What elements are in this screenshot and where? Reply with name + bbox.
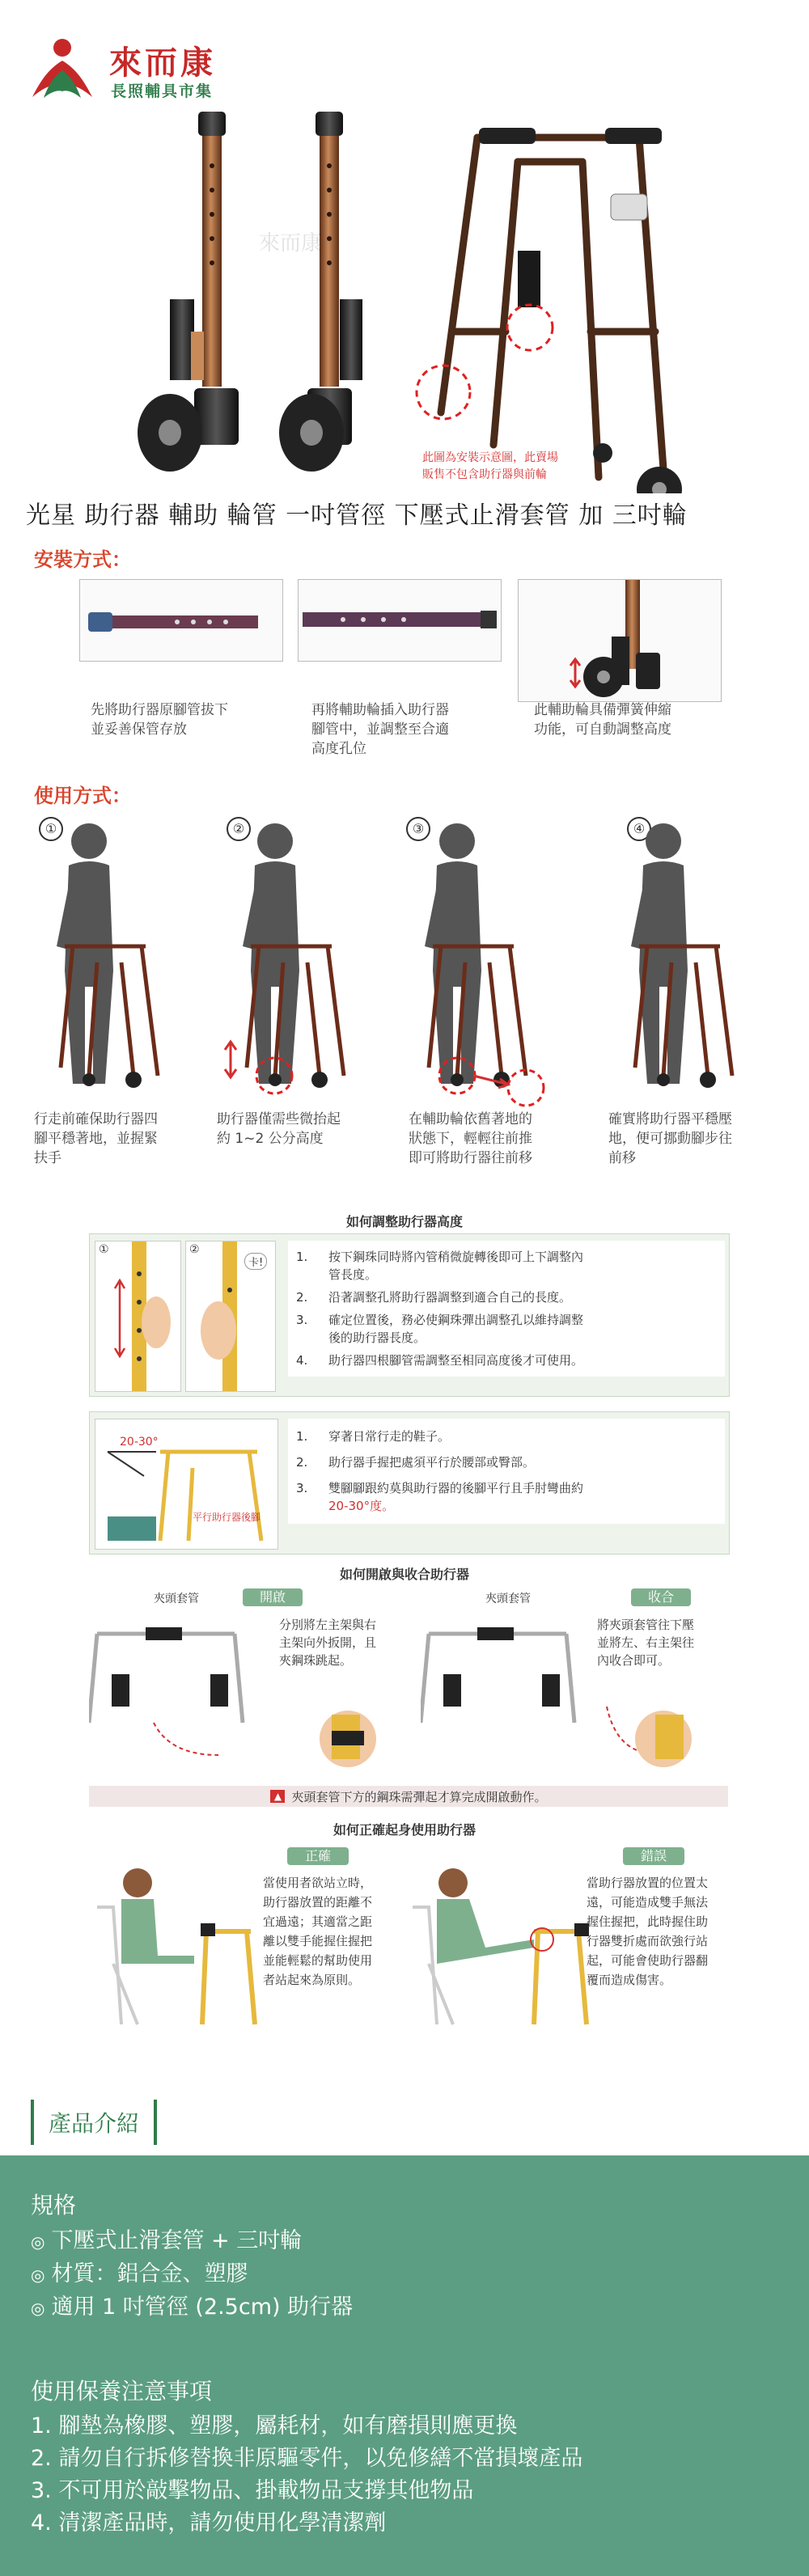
usage-illustrations — [24, 809, 793, 1116]
install-image-1 — [79, 579, 283, 662]
caption-line: 即可將助行器往前移 — [409, 1150, 532, 1166]
hero-note-line: 販售不包含助行器與前輪 — [422, 468, 547, 481]
standup-wrong-section — [404, 1842, 728, 2037]
adjust-step — [288, 1246, 725, 1286]
install-image-3 — [518, 579, 722, 702]
fold-open-line: 夾鋼珠跳起。 — [279, 1653, 353, 1668]
intro-heading-block — [31, 2100, 157, 2145]
posture-panel — [89, 1411, 730, 1554]
install-heading: 安裝方式： — [34, 548, 131, 571]
usage-step-1-number: ① — [39, 817, 63, 841]
product-title: 光星 助行器 輔助 輪管 一吋管徑 下壓式止滑套管 加 三吋輪 — [26, 501, 688, 530]
standup-wrong-line: 當助行器放置的位置太 — [587, 1876, 709, 1890]
fold-open-text — [279, 1616, 400, 1669]
posture-step — [288, 1423, 725, 1449]
bullet-icon: ◎ — [31, 2265, 45, 2285]
posture-step-num: 3. — [296, 1481, 308, 1495]
standup-right-line: 並能輕鬆的幫助使用 — [263, 1953, 373, 1968]
spec-text: 適用 1 吋管徑 (2.5cm) 助行器 — [51, 2295, 354, 2320]
posture-step-num: 2. — [296, 1455, 308, 1470]
posture-step-line: 助行器手握把處須平行於腰部或臀部。 — [328, 1455, 536, 1470]
logo-tagline: 長照輔具市集 — [111, 82, 214, 100]
adjust-image-2-number: ② — [189, 1243, 200, 1256]
standup-right-line: 者站起來為原則。 — [263, 1973, 361, 1987]
caption-line: 前移 — [608, 1150, 636, 1166]
adjust-step-num: 1. — [296, 1250, 308, 1264]
usage-heading: 使用方式： — [34, 785, 131, 807]
fold-close-clip-label: 夾頭套管 — [485, 1593, 531, 1605]
caption-line: 此輔助輪具備彈簧伸縮 — [534, 702, 671, 718]
adjust-step — [288, 1286, 725, 1309]
care-item: 2. 請勿自行拆修替換非原驅零件，以免修繕不當損壞產品 — [31, 2446, 583, 2471]
fold-warning-text: 夾頭套管下方的鋼珠需彈起才算完成開啟動作。 — [291, 1789, 547, 1804]
standup-wrong-line: 行器雙折處而欲強行站 — [587, 1934, 709, 1948]
posture-step — [288, 1475, 725, 1519]
fold-open-clip-label: 夾頭套管 — [154, 1593, 199, 1605]
fold-warning — [89, 1786, 728, 1807]
spec-title: 規格 — [31, 2192, 77, 2219]
adjust-image-1 — [95, 1241, 181, 1392]
spec-list — [31, 2225, 759, 2324]
install-caption-3 — [534, 700, 728, 739]
care-title: 使用保養注意事項 — [31, 2378, 213, 2405]
spec-item — [31, 2225, 759, 2258]
standup-wrong-line: 覆而造成傷害。 — [587, 1973, 672, 1987]
fold-open-tag: 開啟 — [243, 1588, 303, 1606]
standup-title: 如何正確起身使用助行器 — [332, 1822, 476, 1838]
posture-step — [288, 1449, 725, 1475]
adjust-step-line: 後的助行器長度。 — [328, 1330, 426, 1345]
caption-line: 功能，可自動調整高度 — [534, 721, 671, 738]
fold-title: 如何開啟與收合助行器 — [339, 1567, 469, 1582]
usage-caption-2 — [217, 1110, 383, 1148]
adjust-step-line: 助行器四根腳管需調整至相同高度後才可使用。 — [328, 1353, 584, 1368]
spec-item — [31, 2258, 759, 2291]
adjust-step-num: 4. — [296, 1353, 308, 1368]
caption-line: 並妥善保管存放 — [91, 721, 187, 738]
caption-line: 助行器僅需些微抬起 — [217, 1111, 341, 1127]
adjust-step — [288, 1309, 725, 1349]
caption-line: 腳管中，並調整至合適 — [311, 721, 449, 738]
caption-line: 先將助行器原腳管拔下 — [91, 702, 228, 718]
fold-close-text — [597, 1616, 735, 1669]
standup-right-tag: 正確 — [287, 1847, 349, 1865]
caption-line: 腳平穩著地，並握緊 — [34, 1131, 158, 1147]
spec-text: 材質：鋁合金、塑膠 — [51, 2261, 248, 2286]
care-item: 1. 腳墊為橡膠、塑膠，屬耗材，如有磨損則應更換 — [31, 2413, 518, 2439]
adjust-step-line: 按下鋼珠同時將內管稍微旋轉後即可上下調整內 — [328, 1250, 584, 1264]
care-item: 3. 不可用於敲擊物品、掛載物品支撐其他物品 — [31, 2478, 474, 2503]
standup-wrong-line: 握住握把，此時握住助 — [587, 1914, 709, 1929]
standup-wrong-text — [587, 1873, 728, 1990]
fold-close-section — [421, 1585, 736, 1779]
caption-line: 扶手 — [34, 1150, 61, 1166]
adjust-image-1-number: ① — [99, 1243, 109, 1256]
standup-wrong-line: 遠，可能造成雙手無法 — [587, 1895, 709, 1910]
fold-open-line: 分別將左主架與右 — [279, 1618, 377, 1632]
caption-line: 再將輔助輪插入助行器 — [311, 702, 449, 718]
standup-right-line: 離以雙手能握住握把 — [263, 1934, 373, 1948]
adjust-steps — [288, 1241, 725, 1377]
adjust-image-2 — [185, 1241, 276, 1392]
standup-right-text — [263, 1873, 396, 1990]
spec-item — [31, 2291, 759, 2324]
spec-text: 下壓式止滑套管 + 三吋輪 — [51, 2228, 303, 2253]
usage-step-3-number: ③ — [406, 817, 430, 841]
usage-step-2-number: ② — [227, 817, 251, 841]
adjust-step-line: 沿著調整孔將助行器調整到適合自己的長度。 — [328, 1290, 572, 1305]
caption-line: 確實將助行器平穩壓 — [608, 1111, 732, 1127]
posture-step-line: 20-30°度。 — [328, 1499, 395, 1513]
fold-open-section — [89, 1585, 404, 1779]
click-label: 卡! — [244, 1253, 267, 1270]
standup-wrong-tag: 錯誤 — [623, 1847, 684, 1865]
caption-line: 約 1~2 公分高度 — [217, 1131, 324, 1147]
hero-product-image — [0, 89, 809, 493]
hero-note-line: 此圖為安裝示意圖，此賣場 — [422, 451, 558, 464]
adjust-step-line: 確定位置後，務必使鋼珠彈出調整孔以維持調整 — [328, 1313, 584, 1327]
height-adjust-title: 如何調整助行器高度 — [345, 1214, 463, 1229]
parallel-label: 平行助行器後腳 — [193, 1512, 261, 1523]
adjust-step — [288, 1349, 725, 1372]
caption-line: 狀態下，輕輕往前推 — [409, 1131, 532, 1147]
caption-line: 在輔助輪依舊著地的 — [409, 1111, 532, 1127]
usage-caption-4 — [608, 1110, 774, 1168]
posture-steps — [288, 1419, 725, 1524]
install-caption-2 — [311, 700, 506, 759]
fold-close-line: 內收合即可。 — [597, 1653, 671, 1668]
caption-line: 高度孔位 — [311, 741, 366, 757]
adjust-step-line: 管長度。 — [328, 1267, 378, 1282]
standup-right-section — [89, 1842, 396, 2037]
caption-line: 行走前確保助行器四 — [34, 1111, 158, 1127]
install-caption-1 — [91, 700, 285, 739]
hero-watermark: 來而康 — [259, 231, 323, 256]
posture-step-num: 1. — [296, 1429, 308, 1444]
bullet-icon: ◎ — [31, 2232, 45, 2252]
standup-right-line: 當使用者欲站立時， — [263, 1876, 373, 1890]
intro-heading: 產品介紹 — [49, 2110, 140, 2137]
hero-note — [422, 450, 584, 484]
adjust-step-num: 3. — [296, 1313, 308, 1327]
adjust-step-num: 2. — [296, 1290, 308, 1305]
usage-step-4-number: ④ — [627, 817, 651, 841]
posture-step-line: 穿著日常行走的鞋子。 — [328, 1429, 451, 1444]
care-item: 4. 清潔產品時，請勿使用化學清潔劑 — [31, 2510, 387, 2536]
bullet-icon: ◎ — [31, 2299, 45, 2318]
posture-image — [95, 1419, 278, 1550]
logo-brand: 來而康 — [109, 44, 216, 82]
fold-close-tag: 收合 — [631, 1588, 691, 1606]
standup-right-line: 助行器放置的距離不 — [263, 1895, 373, 1910]
standup-wrong-line: 起，可能會使助行器翻 — [587, 1953, 709, 1968]
install-image-2 — [298, 579, 502, 662]
intro-panel — [0, 2155, 809, 2576]
warning-icon: ▲ — [270, 1790, 285, 1803]
fold-open-line: 主架向外扳開，且 — [279, 1635, 377, 1650]
fold-close-line: 並將左、右主架往 — [597, 1635, 695, 1650]
caption-line: 地，便可挪動腳步往 — [608, 1131, 732, 1147]
usage-caption-1 — [34, 1110, 200, 1168]
posture-step-line: 雙腳腳跟約莫與助行器的後腳平行且手肘彎曲約 — [328, 1481, 584, 1495]
usage-caption-3 — [409, 1110, 574, 1168]
standup-right-line: 宜過遠；其適當之距 — [263, 1914, 373, 1929]
height-adjust-panel — [89, 1233, 730, 1397]
care-list — [31, 2410, 791, 2540]
angle-label: 20-30° — [120, 1436, 159, 1449]
fold-close-line: 將夾頭套管往下壓 — [597, 1618, 695, 1632]
